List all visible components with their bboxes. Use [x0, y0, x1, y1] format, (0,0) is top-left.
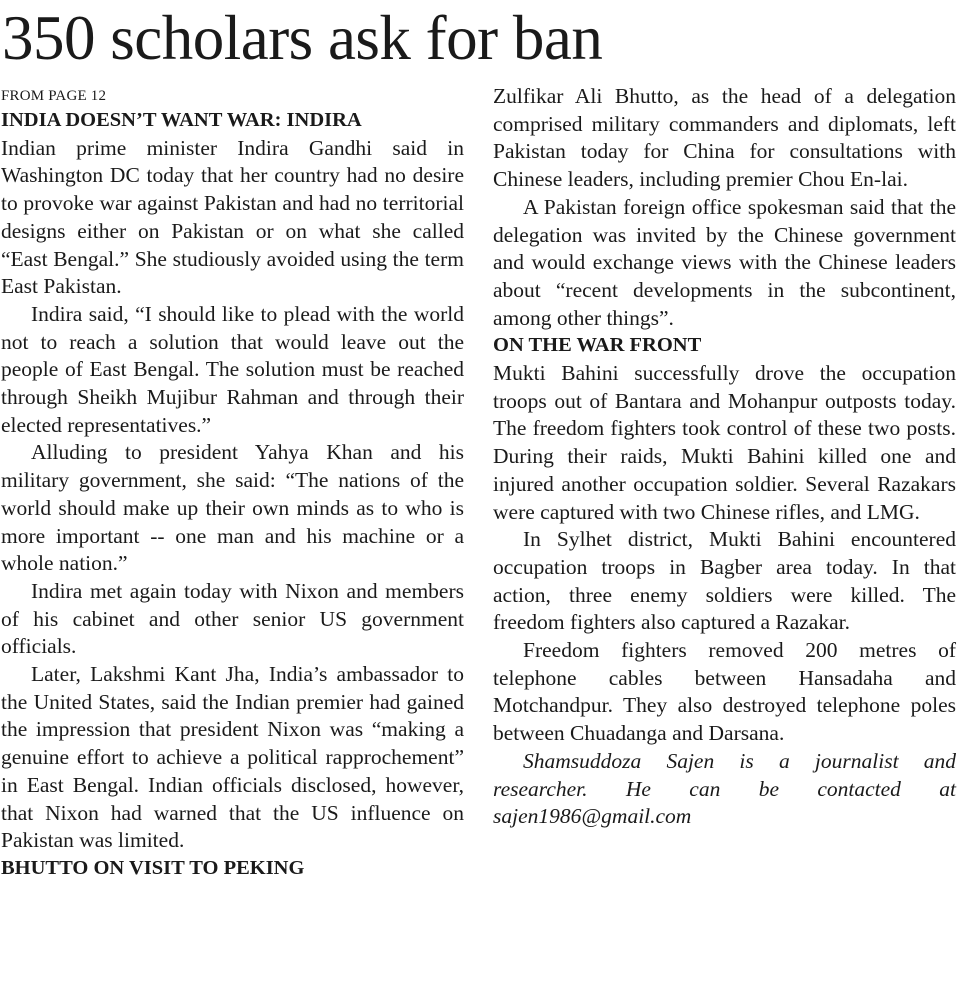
- paragraph: Indian prime minister Indira Gandhi said in Washington DC today that her country had no desire to provoke war against Pakistan and had no territorial designs either on Pakistan or on what she called “East Bengal.” She studiously avoided using the term East Pakistan.: [1, 135, 464, 299]
- paragraph: Later, Lakshmi Kant Jha, India’s ambassador to the United States, said the Indian premier had gained the impression that president Nixon was “making a genuine effort to achieve a political rapprochement” in East Bengal. Indian officials disclosed, however, that Nixon had warned that the US influence on Pakistan was limited.: [1, 662, 464, 853]
- article-column-left: [1, 83, 464, 883]
- paragraph: Mukti Bahini successfully drove the occupation troops out of Bantara and Mohanpur outposts today. The freedom fighters took control of these two posts. During their raids, Mukti Bahini killed one and injured another occupation soldier. Several Razakars were captured with two Chinese rifles, and LMG.: [493, 361, 956, 524]
- paragraph: Zulfikar Ali Bhutto, as the head of a delegation comprised military commanders and diplomats, left Pakistan today for China for consultations with Chinese leaders, including premier Chou En-lai.: [493, 84, 956, 192]
- author-byline: Shamsuddoza Sajen is a journalist and researcher. He can be contacted at sajen1986@gmail.com: [493, 748, 956, 829]
- continuation-kicker: FROM PAGE 12: [1, 88, 107, 104]
- article-headline: 350 scholars ask for ban: [2, 3, 603, 73]
- subheading-india-no-war: INDIA DOESN’T WANT WAR: INDIRA: [1, 109, 362, 131]
- paragraph: Indira said, “I should like to plead with the world not to reach a solution that would leave out the people of East Bengal. The solution must be reached through Sheikh Mujibur Rahman and through their elected representatives.”: [1, 301, 464, 437]
- paragraph: Alluding to president Yahya Khan and his military government, she said: “The nations of the world should make up their own minds as to who is more important -- one man and his machine or a whole nation.”: [1, 440, 464, 576]
- paragraph: In Sylhet district, Mukti Bahini encountered occupation troops in Bagber area today. In that action, three enemy soldiers were killed. The freedom fighters also captured a Razakar.: [493, 527, 956, 635]
- paragraph: Freedom fighters removed 200 metres of telephone cables between Hansadaha and Motchandpur. They also destroyed telephone poles between Chuadanga and Darsana.: [493, 638, 956, 746]
- subheading-war-front: ON THE WAR FRONT: [493, 334, 702, 357]
- paragraph: A Pakistan foreign office spokesman said that the delegation was invited by the Chinese government and would exchange views with the Chinese leaders about “recent developments in the subcontinent, among other things”.: [493, 194, 956, 330]
- article-column-right: [493, 83, 956, 831]
- paragraph: Indira met again today with Nixon and members of his cabinet and other senior US government officials.: [1, 578, 464, 659]
- subheading-bhutto-peking: BHUTTO ON VISIT TO PEKING: [1, 856, 305, 879]
